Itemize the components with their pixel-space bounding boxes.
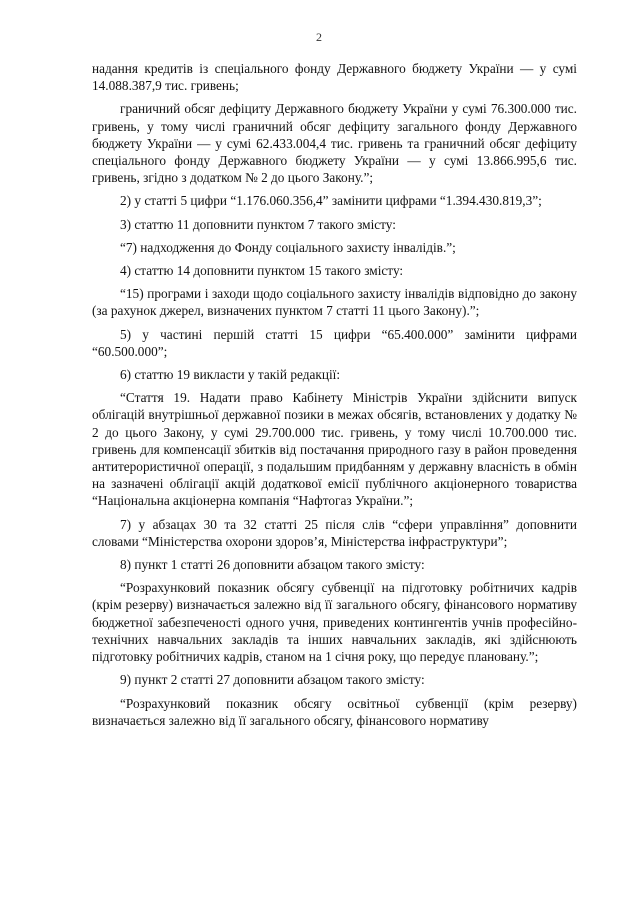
paragraph-article-5-amendment: 2) у статті 5 цифри “1.176.060.356,4” замінити цифрами “1.394.430.819,3”;	[120, 193, 542, 209]
paragraph-article-14-item-15: “15) програми і заходи щодо соціального захисту інвалідів відповідно до закону (за рахунок джерел, визначених пунктом 7 статті 11 цього Закону).”;	[92, 286, 577, 319]
paragraph-deficit-limit: граничний обсяг дефіциту Державного бюджету України у сумі 76.300.000 тис. гривень, у тому числі граничний обсяг дефіциту загального фонду Державного бюджету України — у сумі 62.433.004,4 тис. гривень та граничний обсяг дефіциту спеціального фонду Державного бюджету України — у сумі 13.866.995,6 тис. гривень, згідно з додатком № 2 до цього Закону.”;	[92, 101, 577, 186]
paragraph-article-27-amendment: 9) пункт 2 статті 27 доповнити абзацом такого змісту:	[120, 672, 425, 688]
paragraph-article-19-amendment: 6) статтю 19 викласти у такій редакції:	[120, 367, 341, 383]
paragraph-article-27-text: “Розрахунковий показник обсягу освітньої субвенції (крім резерву) визначається залежно від її загального обсягу, фінансового нормативу	[92, 695, 577, 728]
paragraph-credit-special-fund: надання кредитів із спеціального фонду Державного бюджету України — у сумі 14.088.387,9 тис. гривень;	[92, 61, 577, 94]
paragraph-article-11-item-7: “7) надходження до Фонду соціального захисту інвалідів.”;	[120, 239, 456, 255]
paragraph-article-19-text: “Стаття 19. Надати право Кабінету Міністрів України здійснити випуск облігацій внутрішньої державної позики в межах обсягів, встановлених у додатку № 2 до цього Закону, у сумі 29.700.000 тис. гривень, у тому числі 10.700.000 тис. гривень для компенсації збитків від постачання природного газу в район проведення антитерористичної операції, з подальшим придбанням у державну власність в обмін на зазначені облігації акцій додаткової емісії публічного акціонерного товариства “Національна акціонерна компанія “Нафтогаз України.”;	[92, 390, 577, 509]
paragraph-article-26-text: “Розрахунковий показник обсягу субвенції на підготовку робітничих кадрів (крім резерву) визначається залежно від її загального обсягу, фінансового нормативу бюджетної забезпеченості одного учня, приведених контингентів учнів професійно-технічних навчальних закладів та інших навчальних закладів, які здійснюють підготовку робітничих кадрів, станом на 1 січня року, що передує плановану.”;	[92, 580, 577, 665]
paragraph-article-15-amendment: 5) у частині першій статті 15 цифри “65.400.000” замінити цифрами “60.500.000”;	[92, 326, 577, 359]
paragraph-article-25-amendment: 7) у абзацах 30 та 32 статті 25 після слів “сфери управління” доповнити словами “Міністерства охорони здоров’я, Міністерства інфраструктури”;	[92, 516, 577, 549]
document-body	[92, 60, 577, 735]
paragraph-article-11-amendment: 3) статтю 11 доповнити пунктом 7 такого змісту:	[120, 216, 396, 232]
paragraph-article-26-amendment: 8) пункт 1 статті 26 доповнити абзацом такого змісту:	[120, 557, 425, 573]
page-number: 2	[316, 30, 322, 44]
paragraph-article-14-amendment: 4) статтю 14 доповнити пунктом 15 такого змісту:	[120, 263, 404, 279]
